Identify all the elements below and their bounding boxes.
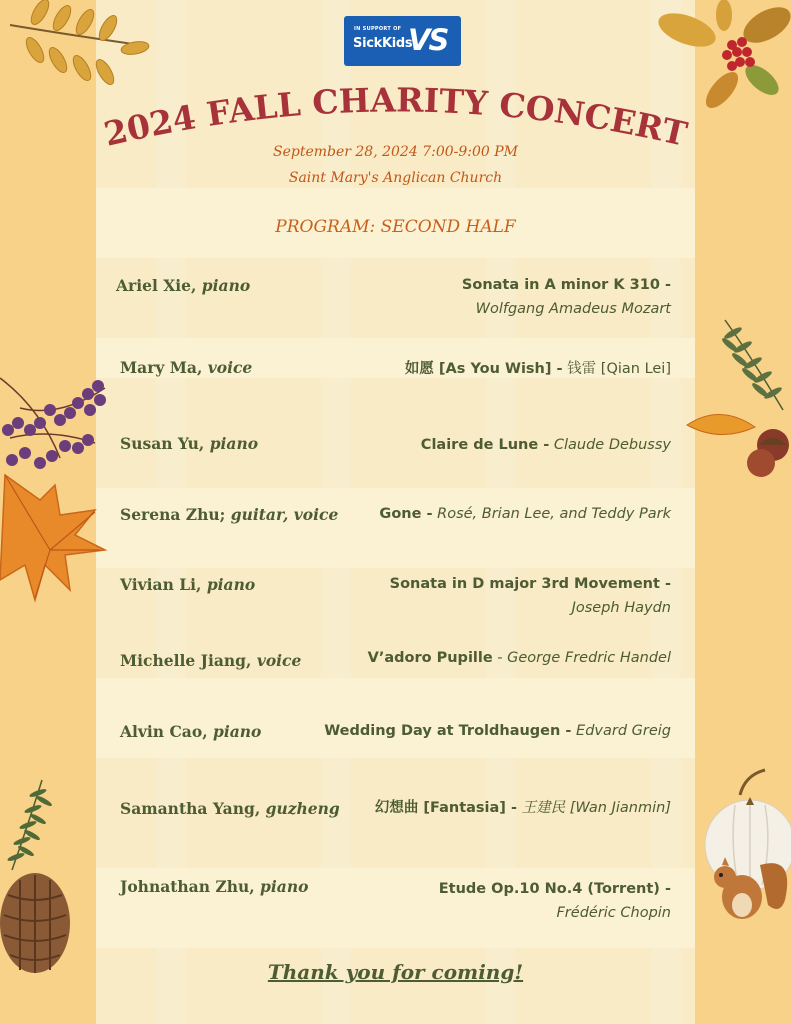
panel-band <box>96 678 695 758</box>
maple-leaf-left-icon <box>0 470 108 605</box>
performer-instrument: voice <box>207 358 253 377</box>
performer <box>120 575 255 594</box>
logo-vs-mark: VS <box>408 23 448 57</box>
piece <box>311 572 671 620</box>
performer <box>120 434 258 453</box>
piece-composer: 王建民 [Wan Jianmin] <box>521 800 671 816</box>
piece-title: Claire de Lune - <box>420 437 550 453</box>
event-venue: Saint Mary's Anglican Church <box>288 170 503 186</box>
performer-instrument: piano <box>213 722 262 741</box>
piece <box>271 502 671 526</box>
performer-name: Serena Zhu; <box>120 505 231 524</box>
performer-instrument: guitar, voice <box>230 505 339 524</box>
piece <box>311 357 671 381</box>
concert-title-text: 2024 FALL CHARITY CONCERT <box>100 84 691 154</box>
purple-berries-left-icon <box>0 368 115 478</box>
piece-composer: Edvard Greig <box>576 723 671 739</box>
performer-instrument: guzheng <box>265 799 340 818</box>
logo-brand: SickKids <box>353 36 413 51</box>
performer-name: Vivian Li, <box>120 575 207 594</box>
piece-title: Sonata in D major 3rd Movement - <box>389 576 671 592</box>
piece-composer: - George Fredric Handel <box>497 650 671 666</box>
piece <box>311 877 671 925</box>
piece <box>271 719 671 743</box>
fern-leaves-right-icon <box>685 315 791 485</box>
piece-composer: 钱雷 [Qian Lei] <box>567 361 671 377</box>
performer <box>116 276 250 295</box>
performer-name: Johnathan Zhu, <box>120 877 261 896</box>
performer-name: Mary Ma, <box>120 358 208 377</box>
piece <box>271 646 671 670</box>
piece <box>271 796 671 820</box>
piece-title: 如愿 [As You Wish] - <box>404 361 563 377</box>
performer <box>120 877 308 896</box>
performer-name: Samantha Yang, <box>120 799 266 818</box>
performer-name: Michelle Jiang, <box>120 651 257 670</box>
piece <box>311 273 671 321</box>
performer-instrument: voice <box>256 651 302 670</box>
piece-title: Gone - <box>379 506 433 522</box>
piece-title: 幻想曲 [Fantasia] - <box>374 800 517 816</box>
event-datetime: September 28, 2024 7:00-9:00 PM <box>272 144 519 160</box>
pumpkin-squirrel-right-icon <box>700 765 791 930</box>
piece-title: Wedding Day at Troldhaugen - <box>324 723 572 739</box>
logo-tagline: IN SUPPORT OF <box>354 26 402 32</box>
program-heading: PROGRAM: SECOND HALF <box>275 217 516 237</box>
performer-name: Ariel Xie, <box>116 276 202 295</box>
performer <box>120 358 252 377</box>
piece-title: Etude Op.10 No.4 (Torrent) - <box>438 881 671 897</box>
sickkids-vs-logo <box>344 16 461 66</box>
piece-composer: Claude Debussy <box>553 437 671 453</box>
piece-composer: Wolfgang Amadeus Mozart <box>475 301 671 317</box>
piece-composer: Frédéric Chopin <box>556 905 671 921</box>
pine-branch-bottom-left-icon <box>0 775 80 980</box>
piece <box>311 433 671 457</box>
performer-instrument: piano <box>201 276 251 295</box>
performer-instrument: piano <box>260 877 309 896</box>
performer-name: Susan Yu, <box>120 434 210 453</box>
performer-instrument: piano <box>206 575 256 594</box>
performer-name: Alvin Cao, <box>120 722 213 741</box>
performer <box>120 722 261 741</box>
piece-composer: Rosé, Brian Lee, and Teddy Park <box>437 506 671 522</box>
panel-band <box>96 488 695 568</box>
performer-instrument: piano <box>209 434 259 453</box>
piece-title: Sonata in A minor K 310 - <box>461 277 671 293</box>
piece-title: V’adoro Pupille <box>367 650 493 666</box>
thank-you-message: Thank you for coming! <box>267 960 524 984</box>
piece-composer: Joseph Haydn <box>571 600 671 616</box>
